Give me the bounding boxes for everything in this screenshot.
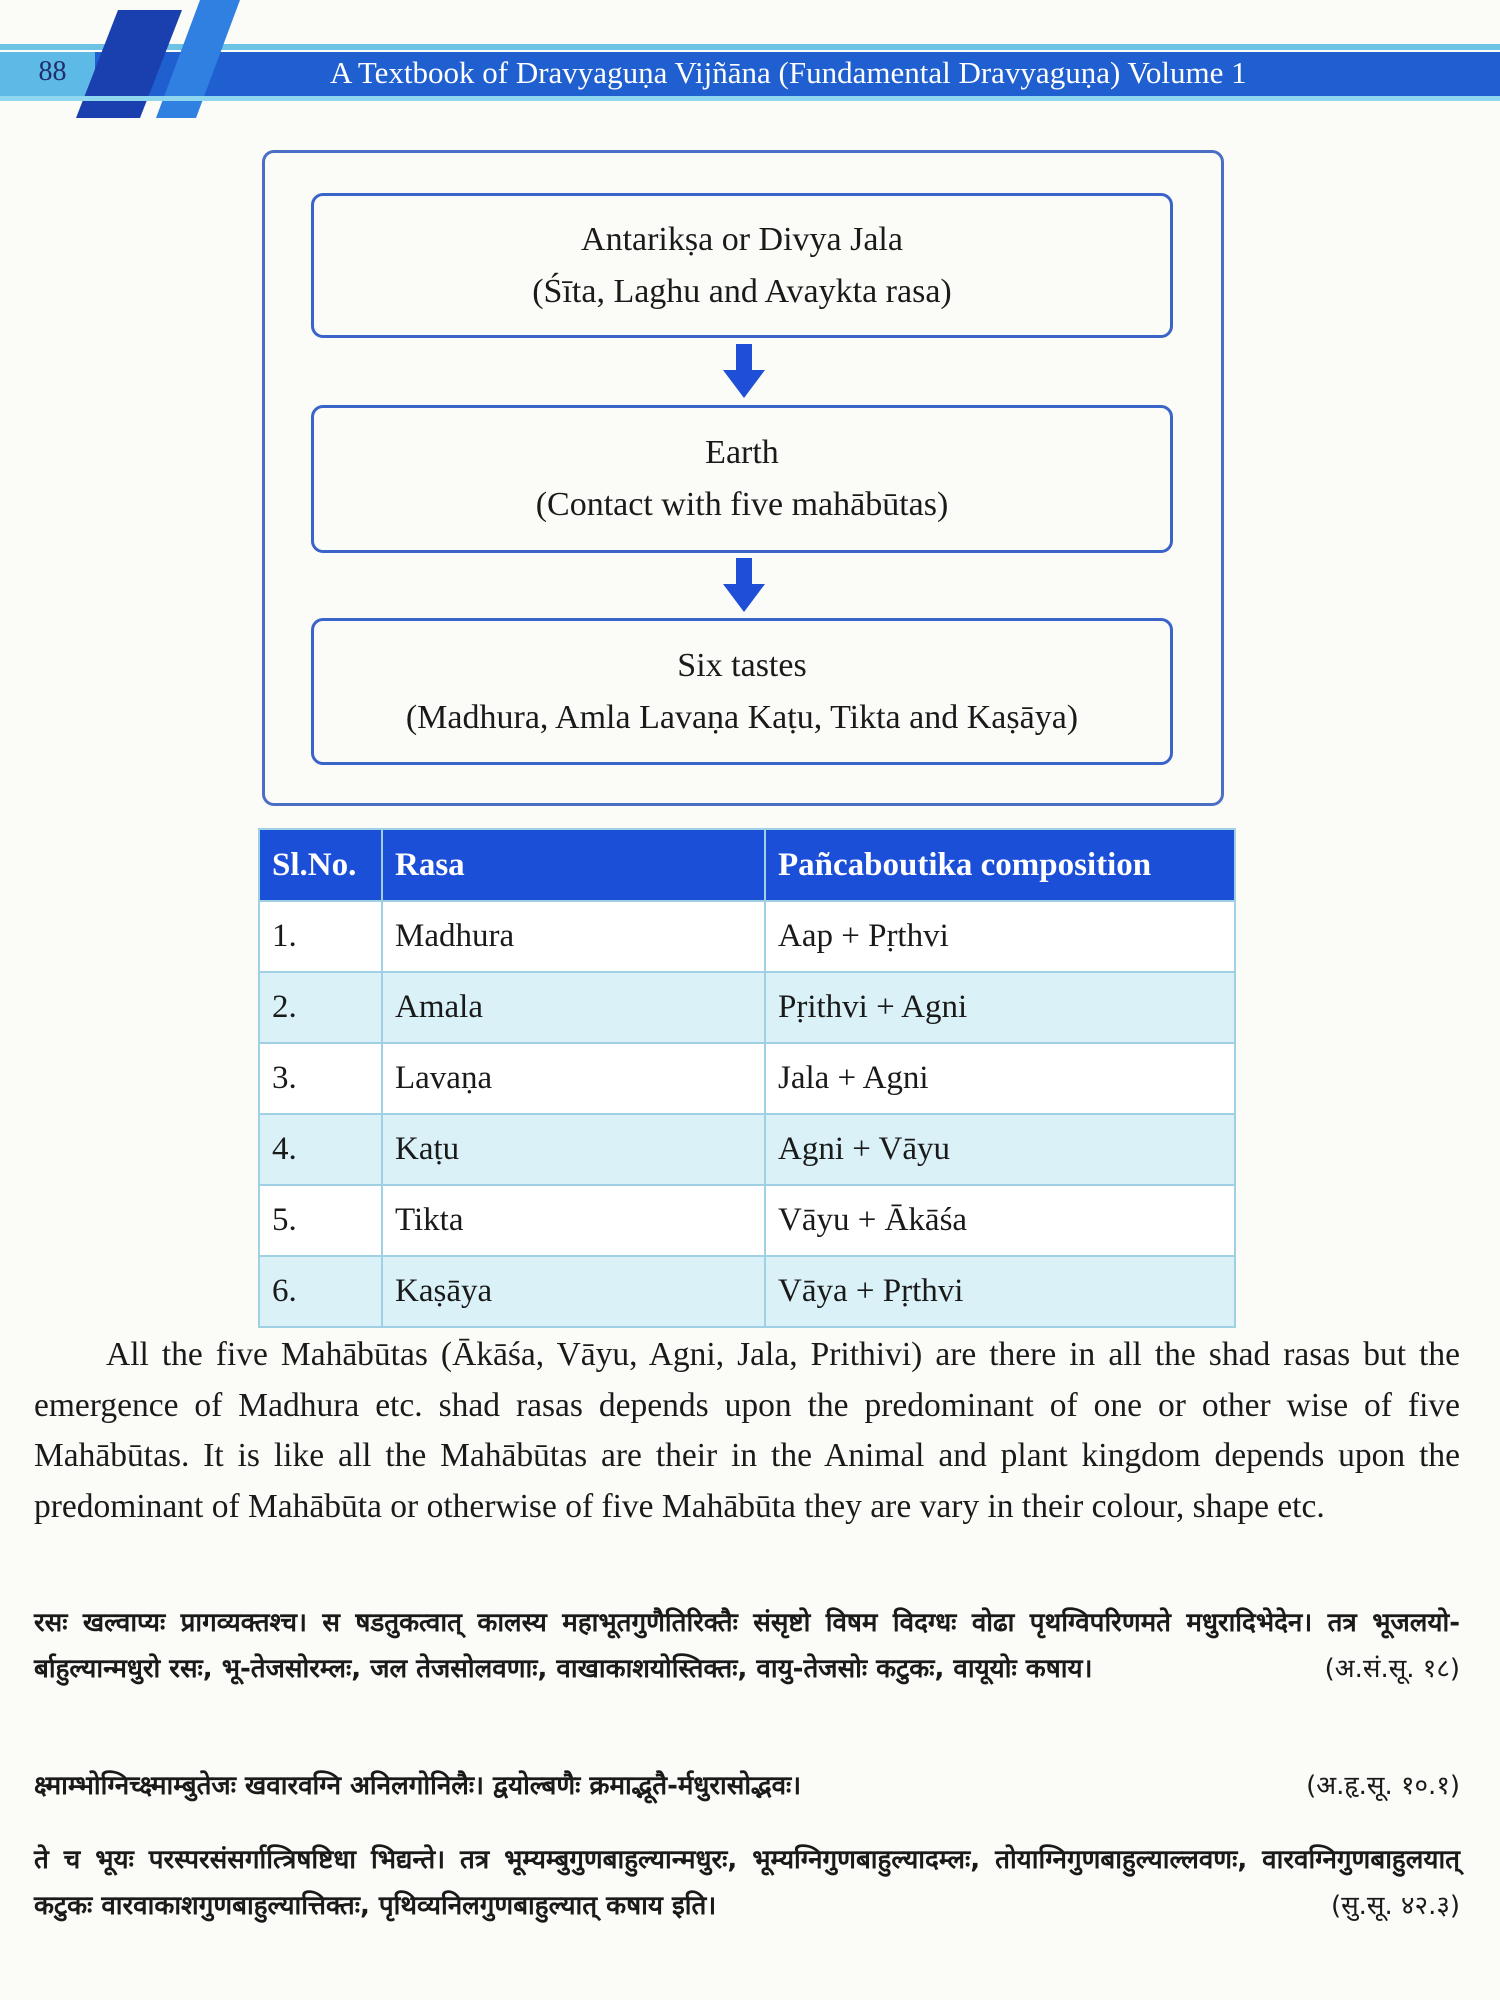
cell-slno: 4. bbox=[259, 1114, 382, 1185]
verse-text: ते च भूयः परस्परसंसर्गात्त्रिषष्टिधा भिद्यन्ते। तत्र भूम्यम्बुगुणबाहुल्यान्मधुरः, भूम्यग्निगुणबाहुल्यादम्लः, तोयाग्निगुणबाहुल्याल्लवणः, वारवग्निगुणबाहुलयात् कटुकः वारवाकाशगुणबाहुल्यात्तिक्तः, पृथिव्यनिलगुणबाहुल्यात् कषाय इति। bbox=[34, 1845, 1460, 1921]
verse-reference: (अ.हृ.सू. १०.१) bbox=[1306, 1771, 1460, 1801]
page-number: 88 bbox=[38, 56, 67, 87]
flow-box-earth bbox=[311, 405, 1173, 553]
verse-text: क्ष्माम्भोग्निच्क्ष्माम्बुतेजः खवारवग्नि अनिलगोनिलैः। द्वयोल्बणैः क्रमाद्भूतै-र्मधुरासोद्भवः। bbox=[34, 1771, 802, 1801]
table-row bbox=[259, 901, 1235, 972]
verse-reference: (अ.सं.सू. १८) bbox=[1324, 1654, 1460, 1684]
col-header-slno: Sl.No. bbox=[259, 829, 382, 901]
cell-rasa: Kaṭu bbox=[382, 1114, 765, 1185]
cell-slno: 5. bbox=[259, 1185, 382, 1256]
flow-box-subtitle: (Madhura, Amla Lavaṇa Kaṭu, Tikta and Kaṣāya) bbox=[405, 698, 1079, 736]
table-header-row bbox=[259, 829, 1235, 901]
page-header bbox=[0, 0, 1500, 130]
flow-box-title: Six tastes bbox=[677, 646, 807, 684]
cell-slno: 2. bbox=[259, 972, 382, 1043]
cell-rasa: Kaṣāya bbox=[382, 1256, 765, 1327]
verse-reference: (सु.सू. ४२.३) bbox=[1330, 1891, 1460, 1921]
cell-composition: Jala + Agni bbox=[765, 1043, 1235, 1114]
cell-rasa: Tikta bbox=[382, 1185, 765, 1256]
col-header-rasa: Rasa bbox=[382, 829, 765, 901]
table-row bbox=[259, 1256, 1235, 1327]
body-paragraph: All the five Mahābūtas (Ākāśa, Vāyu, Agni, Jala, Prithivi) are there in all the shad rasas but the emergence of Madhura etc. shad rasas depends upon the predominant of one or other wise of five Mahābūtas. It is like all the Mahābūtas are their in the Animal and plant kingdom depends upon the predominant of Mahābūta or otherwise of five Mahābūta they are vary in their colour, shape etc. bbox=[34, 1336, 1460, 1525]
cell-composition: Vāyu + Ākāśa bbox=[765, 1185, 1235, 1256]
table-row bbox=[259, 972, 1235, 1043]
cell-rasa: Amala bbox=[382, 972, 765, 1043]
down-arrow-icon bbox=[721, 558, 767, 614]
flow-box-antariksha bbox=[311, 193, 1173, 338]
sanskrit-verse bbox=[34, 1837, 1460, 1929]
cell-slno: 3. bbox=[259, 1043, 382, 1114]
col-header-composition: Pañcaboutika composition bbox=[765, 829, 1235, 901]
flow-box-title: Earth bbox=[705, 434, 779, 471]
table-row bbox=[259, 1185, 1235, 1256]
table-row bbox=[259, 1114, 1235, 1185]
cell-slno: 6. bbox=[259, 1256, 382, 1327]
verse-text: रसः खल्वाप्यः प्रागव्यक्तश्च। स षडतुकत्वात् कालस्य महाभूतगुणैतिरिक्तैः संसृष्टो विषम विदग्धः वोढा पृथग्विपरिणमते मधुरादिभेदेन। तत्र भूजलयो-र्बाहुल्यान्मधुरो रसः, भू-तेजसोरम्लः, जल तेजसोलवणाः, वाखाकाशयोस्तिक्तः, वायु-तेजसोः कटुकः, वायूयोः कषाय। bbox=[34, 1608, 1460, 1684]
sanskrit-verse bbox=[34, 1600, 1460, 1692]
cell-rasa: Madhura bbox=[382, 901, 765, 972]
cell-rasa: Lavaṇa bbox=[382, 1043, 765, 1114]
cell-composition: Vāya + Pṛthvi bbox=[765, 1256, 1235, 1327]
cell-composition: Agni + Vāyu bbox=[765, 1114, 1235, 1185]
table-row bbox=[259, 1043, 1235, 1114]
cell-composition: Aap + Pṛthvi bbox=[765, 901, 1235, 972]
flow-box-title: Antarikṣa or Divya Jala bbox=[581, 220, 903, 258]
rasa-composition-table bbox=[258, 828, 1236, 1328]
flow-box-subtitle: (Contact with five mahābūtas) bbox=[535, 486, 949, 523]
cell-composition: Pṛithvi + Agni bbox=[765, 972, 1235, 1043]
cell-slno: 1. bbox=[259, 901, 382, 972]
down-arrow-icon bbox=[721, 344, 767, 400]
sanskrit-verse bbox=[34, 1763, 1460, 1809]
flow-box-six-tastes bbox=[311, 618, 1173, 765]
flow-box-subtitle: (Śīta, Laghu and Avaykta rasa) bbox=[532, 272, 952, 310]
running-title: A Textbook of Dravyaguṇa Vijñāna (Fundamental Dravyaguṇa) Volume 1 bbox=[330, 55, 1247, 90]
